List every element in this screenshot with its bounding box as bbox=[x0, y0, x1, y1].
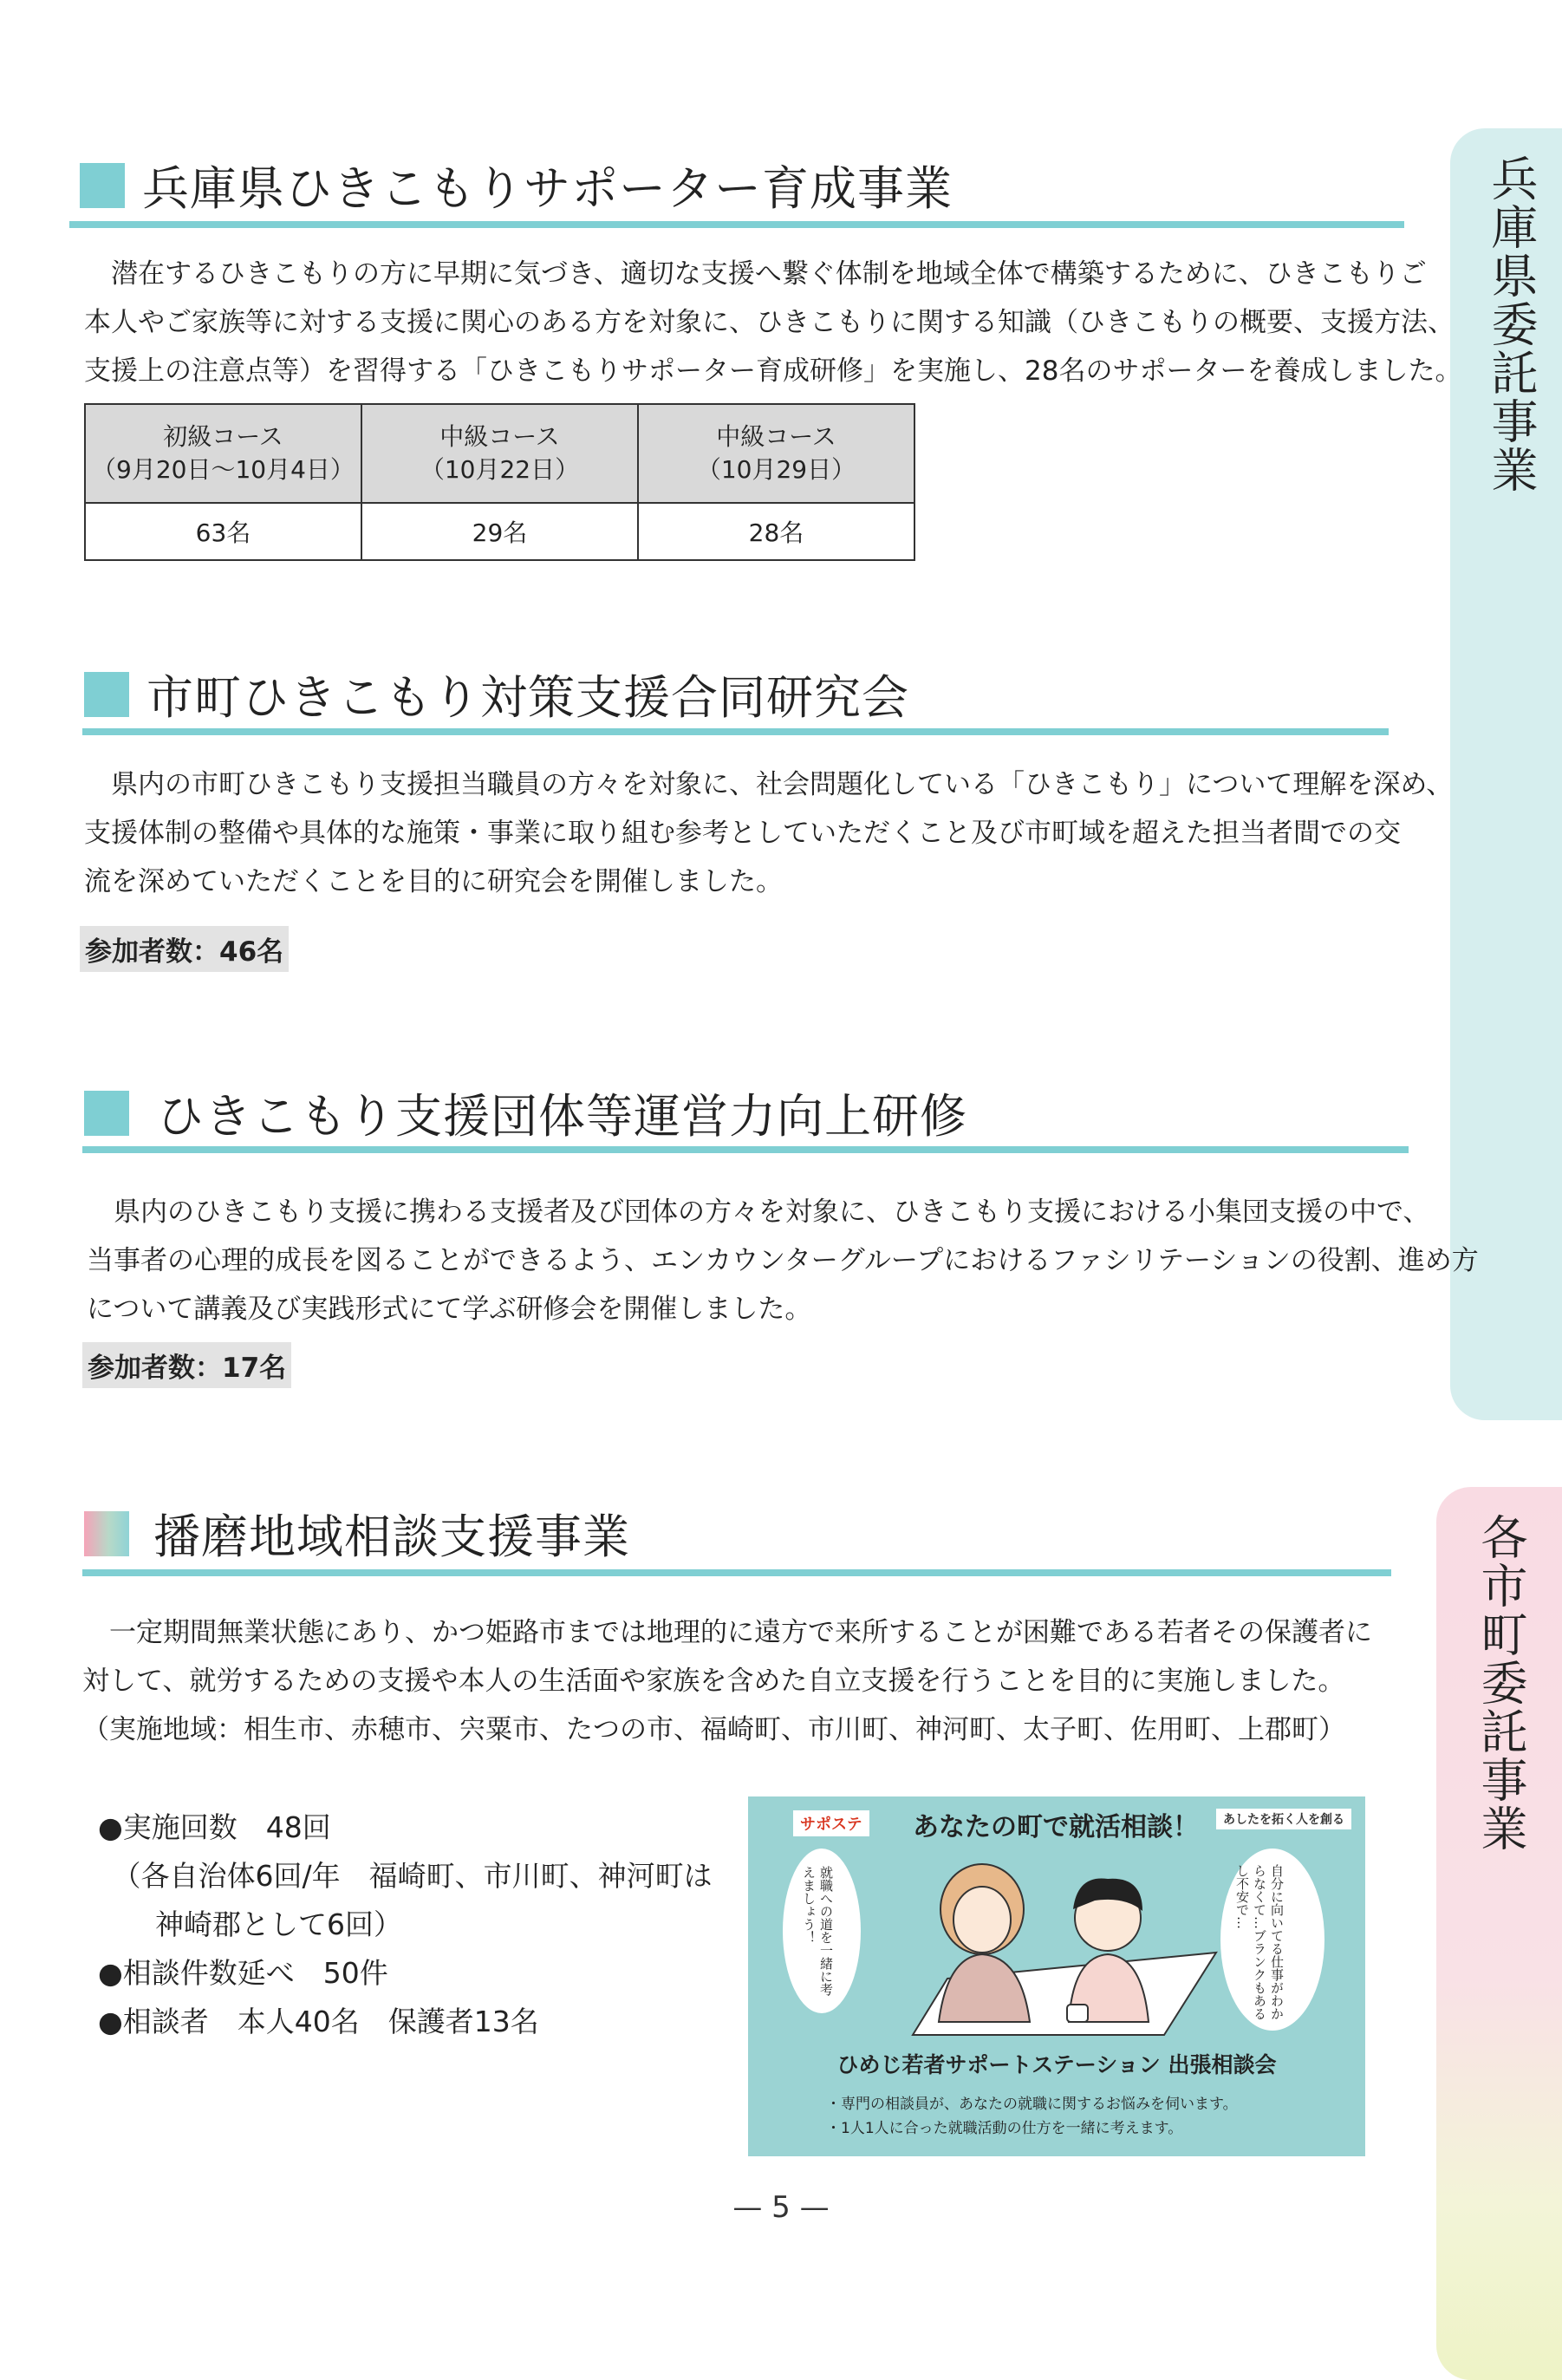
section2-heading bbox=[84, 661, 909, 727]
section3-line: について講義及び実践形式にて学ぶ研修会を開催しました。 bbox=[87, 1294, 812, 1325]
poster-headline: あなたの町で就活相談！ bbox=[913, 1812, 1199, 1842]
heading-square-icon bbox=[84, 672, 129, 717]
list-item: ●相談件数延べ 50件 bbox=[98, 1956, 388, 1990]
consultation-poster bbox=[748, 1796, 1365, 2156]
course-name: 中級コース bbox=[716, 422, 836, 451]
list-item: 神崎郡として6回） bbox=[98, 1907, 402, 1941]
heading-square-icon bbox=[84, 1091, 129, 1136]
section4-rule bbox=[82, 1569, 1391, 1576]
section4-line: （実施地域：相生市、赤穂市、宍粟市、たつの市、福崎町、市川町、神河町、太子町、佐用町、上郡町） bbox=[82, 1714, 1345, 1745]
side-tab-prefecture-label: 兵庫県委託事業 bbox=[1484, 154, 1539, 494]
course-header-cell bbox=[85, 404, 361, 503]
section2-rule bbox=[82, 728, 1389, 735]
section2-line: 流を深めていただくことを目的に研究会を開催しました。 bbox=[84, 866, 783, 897]
section3-body bbox=[87, 1188, 1479, 1333]
heading-square-icon bbox=[84, 1511, 129, 1556]
course-name: 初級コース bbox=[163, 422, 283, 451]
section3-participants: 参加者数：17名 bbox=[82, 1342, 291, 1388]
section2-title: 市町ひきこもり対策支援合同研究会 bbox=[146, 670, 909, 725]
section1-line: 支援上の注意点等）を習得する「ひきこもりサポーター育成研修」を実施し、28名のサポーターを養成しました。 bbox=[84, 355, 1462, 387]
section2-body bbox=[84, 760, 1453, 906]
section1-line: 本人やご家族等に対する支援に関心のある方を対象に、ひきこもりに関する知識（ひきこもりの概要、支援方法、 bbox=[84, 307, 1455, 338]
section3-heading bbox=[84, 1079, 967, 1146]
heading-square-icon bbox=[80, 163, 125, 208]
ministry-logo: あしたを拓く人を創る bbox=[1216, 1809, 1351, 1829]
section1-title: 兵庫県ひきこもりサポーター育成事業 bbox=[142, 161, 953, 216]
section3-line: 県内のひきこもり支援に携わる支援者及び団体の方々を対象に、ひきこもり支援における小集団支援の中で、 bbox=[114, 1197, 1430, 1228]
section4-line: 一定期間無業状態にあり、かつ姫路市までは地理的に遠方で来所することが困難である若者その保護者に bbox=[109, 1617, 1372, 1648]
speech-bubble-right-text: 自分に向いてる仕事がわからなくて…ブランクもあるし不安で… bbox=[1234, 1864, 1285, 2020]
course-header-cell bbox=[361, 404, 638, 503]
speech-bubble-left-text: 就職への道を一緒に考えましょう！ bbox=[801, 1866, 834, 1996]
list-item: ●相談者 本人40名 保護者13名 bbox=[98, 2005, 539, 2038]
course-date: （10月22日） bbox=[420, 455, 580, 484]
section2-participants: 参加者数：46名 bbox=[80, 926, 289, 972]
course-date: （9月20日〜10月4日） bbox=[92, 455, 355, 484]
course-count-cell: 28名 bbox=[638, 503, 914, 560]
section2-line: 県内の市町ひきこもり支援担当職員の方々を対象に、社会問題化している「ひきこもり」について理解を深め、 bbox=[111, 769, 1454, 800]
section4-line: 対して、就労するための支援や本人の生活面や家族を含めた自立支援を行うことを目的に実施しました。 bbox=[82, 1666, 1345, 1697]
saposute-logo: サポステ bbox=[793, 1810, 869, 1836]
course-header-cell bbox=[638, 404, 914, 503]
section1-body bbox=[84, 250, 1461, 395]
counseling-illustration bbox=[878, 1849, 1225, 2039]
course-date: （10月29日） bbox=[696, 455, 856, 484]
side-tab-municipal-label: 各市町委託事業 bbox=[1474, 1513, 1528, 1853]
section4-heading bbox=[84, 1500, 630, 1567]
section3-title: ひきこもり支援団体等運営力向上研修 bbox=[157, 1089, 967, 1144]
section4-body bbox=[82, 1608, 1372, 1754]
section3-line: 当事者の心理的成長を図ることができるよう、エンカウンターグループにおけるファシリテーションの役割、進め方 bbox=[87, 1245, 1479, 1276]
course-table bbox=[84, 403, 915, 561]
section1-line: 潜在するひきこもりの方に早期に気づき、適切な支援へ繋ぐ体制を地域全体で構築するために、ひきこもりご bbox=[111, 258, 1427, 290]
list-item: （各自治体6回/年 福崎町、市川町、神河町は bbox=[98, 1859, 713, 1893]
section1-heading bbox=[80, 152, 953, 218]
section3-rule bbox=[82, 1146, 1409, 1153]
page-number: — 5 — bbox=[732, 2190, 830, 2225]
poster-note: ・専門の相談員が、あなたの就職に関するお悩みを伺います。 bbox=[826, 2096, 1238, 2113]
section1-rule bbox=[69, 221, 1404, 228]
course-name: 中級コース bbox=[439, 422, 560, 451]
section4-stats-list bbox=[98, 1803, 713, 2046]
course-count-cell: 63名 bbox=[85, 503, 361, 560]
section4-title: 播磨地域相談支援事業 bbox=[153, 1510, 630, 1564]
list-item: ●実施回数 48回 bbox=[98, 1810, 331, 1844]
poster-title: ひめじ若者サポートステーション 出張相談会 bbox=[836, 2052, 1277, 2077]
section2-line: 支援体制の整備や具体的な施策・事業に取り組む参考としていただくこと及び市町域を超えた担当者間での交 bbox=[84, 818, 1401, 849]
poster-note: ・1人1人に合った就職活動の仕方を一緒に考えます。 bbox=[826, 2120, 1183, 2137]
course-count-cell: 29名 bbox=[361, 503, 638, 560]
